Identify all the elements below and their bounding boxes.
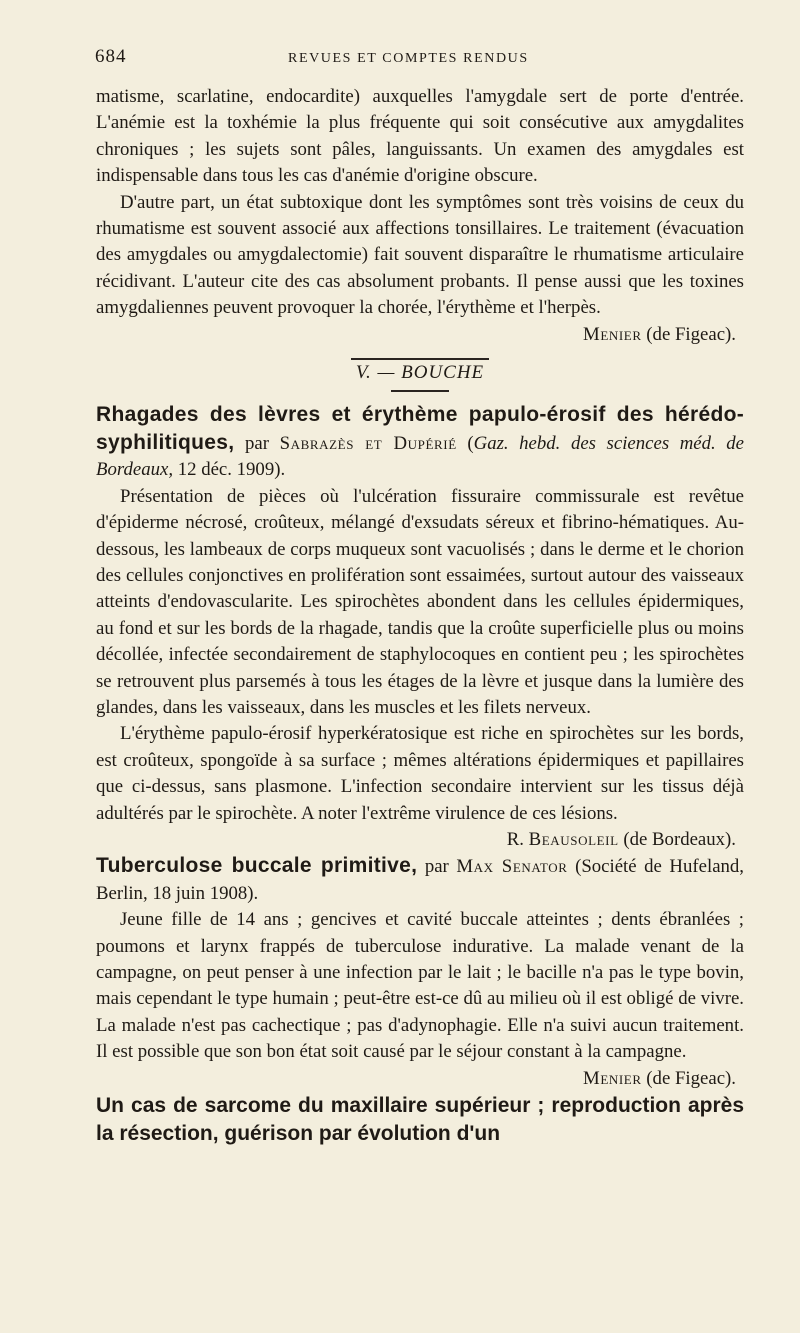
signature [96, 827, 744, 853]
article-source: (Société de Hufeland, Berlin, 18 juin 1908). [96, 856, 745, 904]
article-citation [96, 1092, 744, 1148]
citation-open: ( [467, 432, 474, 454]
signature [96, 1066, 744, 1092]
signature-name: Menier [583, 323, 642, 345]
signature-place: (de Figeac). [646, 1067, 736, 1089]
separator-rule [391, 390, 449, 392]
citation-par: par [245, 432, 269, 454]
paragraph: L'érythème papulo-érosif hyperkératosique est riche en spirochètes sur les bords, est croûteux, spongoïde à sa surface ; mêmes altérations épidermiques et papillaires que ci-dessus, sans plasmone. L'infection secondaire intervient sur les tissus déjà adultérés par le spirochète. A noter l'extrême virulence de ces lésions. [96, 723, 744, 824]
signature-name: Beausoleil [528, 828, 619, 850]
article-authors: Sabrazès et Dupérié [279, 432, 457, 454]
signature [96, 322, 744, 348]
paragraph: D'autre part, un état subtoxique dont les symptômes sont très voisins de ceux du rhumatisme est souvent associé aux affections tonsillaires. Le traitement (évacuation des amygdales ou amygdalectomie) fait souvent disparaître le rhumatisme articulaire récidivant. L'auteur cite des cas absolument probants. Il pense aussi que les toxines amygdaliennes peuvent provoquer la chorée, l'érythème et l'herpès. [96, 191, 744, 319]
page-number: 684 [95, 46, 127, 67]
article-citation [96, 853, 744, 907]
article-title: Rhagades des lèvres et érythème papulo-érosif des hérédo-syphilitiques, [96, 403, 744, 454]
paragraph: Présentation de pièces où l'ulcération fissuraire commissurale est revêtue d'épiderme nécrosé, croûteux, mélangé d'exsudats séreux et fibrino-hématiques. Au-dessous, les lambeaux de corps muqueux sont vacuolisés ; dans le derme et le chorion des cellules conjonctives en prolifération sont essaimées, surtout autour des vaisseaux atteints d'endovascularite. Les spirochètes abondent dans les cellules épidermiques, au fond et sur les bords de la rhagade, tandis que la croûte superficielle plus ou moins décollée, infectée secondairement de staphylocoques en contient peu ; les spirochètes se retrouvent plus parsemés à tous les étages de la lèvre et jusque dans la lumière des glandes, dans les vaisseaux, dans les muscles et les filets nerveux. [96, 485, 744, 718]
paragraph: matisme, scarlatine, endocardite) auxquelles l'amygdale sert de porte d'entrée. L'anémie est la toxhémie la plus fréquente qui soit consécutive aux amygdalites chroniques ; les sujets sont pâles, languissants. Un examen des amygdales est indispensable dans tous les cas d'anémie d'origine obscure. [96, 86, 744, 187]
signature-name: Menier [583, 1067, 642, 1089]
article-citation [96, 402, 744, 483]
text-column [96, 84, 744, 1148]
article-title: Tuberculose buccale primitive, [96, 854, 418, 878]
article-source: Gaz. hebd. des sciences méd. de Bordeaux, [96, 432, 745, 481]
section-heading: V. — BOUCHE [355, 362, 485, 384]
paragraph: Jeune fille de 14 ans ; gencives et cavité buccale atteintes ; dents ébranlées ; poumons et larynx frappés de tuberculose indurative. La malade venant de la campagne, on peut penser à une infection par le lait ; le bacille n'a pas le type bovin, mais cependant le type humain ; peut-être est-ce dû au milieu où il est obligé de vivre. La malade n'est pas cachectique ; pas d'adynophagie. Elle n'a suivi aucun traitement. Il est possible que son bon état soit causé par le séjour constant à la campagne. [96, 909, 744, 1063]
signature-initial: R. [506, 828, 524, 850]
article-date: 12 déc. 1909). [177, 459, 286, 481]
citation-par: par [424, 856, 449, 878]
running-title: REVUES ET COMPTES RENDUS [288, 51, 529, 66]
article-title: Un cas de sarcome du maxillaire supérieur ; reproduction après la résection, guérison par évolution d'un [96, 1094, 744, 1146]
article-author: Max Senator [456, 856, 568, 878]
signature-place: (de Figeac). [646, 323, 736, 345]
signature-place: (de Bordeaux). [623, 828, 736, 850]
